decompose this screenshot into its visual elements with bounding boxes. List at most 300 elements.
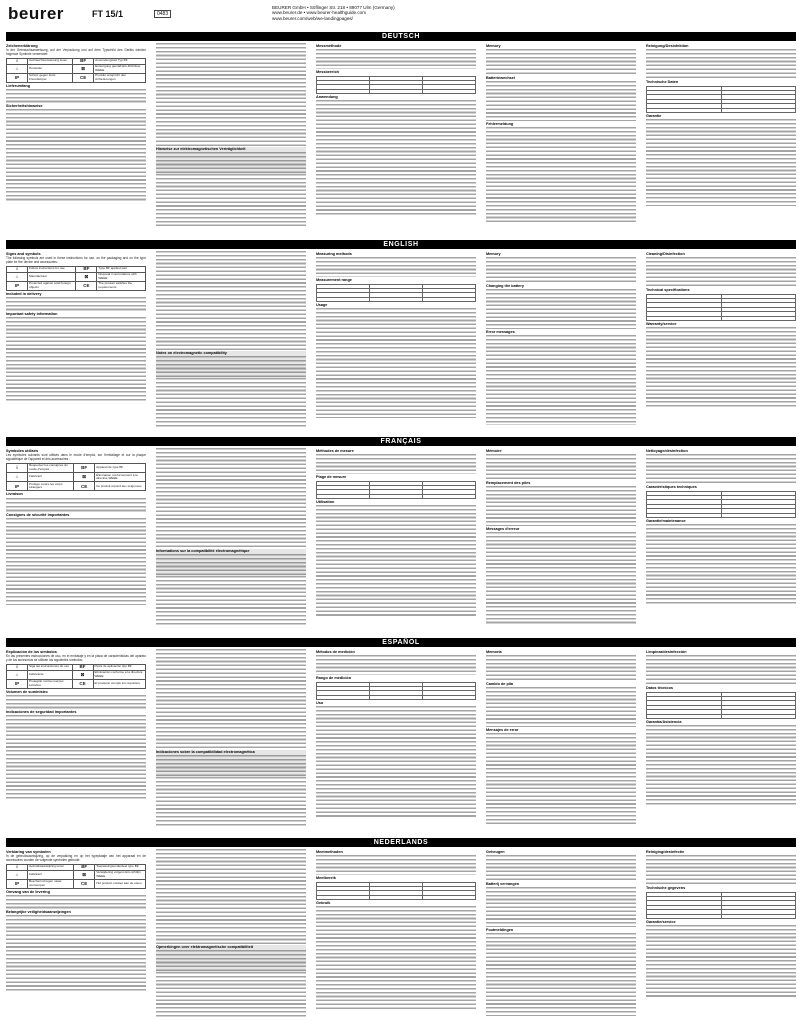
column-safety (156, 649, 306, 830)
subheading: Hinweise zur elektromagnetischen Verträglichkeit (156, 146, 246, 151)
text-lines-texture (646, 655, 796, 685)
symbol-icon: i (7, 664, 28, 670)
subheading: Technical specifications (646, 288, 690, 293)
measurement-row (317, 297, 476, 301)
text-lines-texture (646, 119, 796, 206)
body-text-block (486, 257, 636, 283)
body-text-block (316, 505, 476, 617)
body-text-block (486, 933, 636, 1016)
body-text-block (6, 317, 146, 402)
symbols-table (6, 864, 146, 889)
body-text-block (156, 777, 306, 826)
subheading: Cambio de pila (486, 682, 514, 687)
text-lines-texture (486, 733, 636, 824)
body-text-block (486, 49, 636, 75)
column-technical (646, 251, 796, 431)
text-lines-texture (156, 777, 306, 826)
measurement-table (316, 481, 476, 500)
body-text-block (646, 454, 796, 484)
symbols-row (7, 473, 146, 482)
column-technical (646, 448, 796, 630)
text-lines-texture (156, 849, 306, 944)
text-lines-texture (316, 49, 476, 69)
subheading: Utilisation (316, 500, 335, 505)
measurement-cell (370, 695, 423, 699)
symbol-icon: ⊠ (74, 870, 95, 879)
body-text-block (486, 855, 636, 881)
symbol-label: Follow instructions for use (28, 266, 76, 272)
measurement-row (317, 695, 476, 699)
symbol-label: Verwijdering volgens EG-richtlijn WEEE (95, 870, 146, 879)
body-text-block (316, 655, 476, 675)
body-text-block (316, 855, 476, 875)
symbol-label: Ce produit répond aux exigences (95, 482, 146, 491)
text-lines-texture (316, 505, 476, 617)
subheading: Limpieza/desinfección (646, 650, 687, 654)
symbol-icon: IP (7, 482, 28, 491)
column-measuring (316, 251, 476, 431)
subheading: Usage (316, 303, 328, 308)
subheading: Measuring methods (316, 252, 352, 256)
technical-data-cell (721, 316, 796, 320)
technical-data-row (647, 914, 796, 918)
subheading: Foutmeldingen (486, 928, 514, 933)
text-lines-texture (316, 706, 476, 817)
subheading: Métodos de medición (316, 650, 355, 654)
symbols-row (7, 73, 146, 82)
technical-data-cell (721, 513, 796, 517)
subheading: Opmerkingen over elektromagnetische compatibiliteit (156, 945, 254, 950)
subheading: Gebruik (316, 901, 331, 906)
symbols-row (7, 482, 146, 491)
measurement-cell (370, 895, 423, 899)
body-text-block (486, 335, 636, 425)
subheading: Volumen de suministro (6, 689, 48, 694)
text-lines-texture (316, 655, 476, 675)
subheading: Lieferumfang (6, 83, 31, 88)
text-lines-texture (316, 100, 476, 217)
symbols-row (7, 879, 146, 888)
symbol-label: Respectez les consignes du mode d'emploi (28, 463, 74, 472)
subheading: Informations sur la compatibilité électromagnétique (156, 549, 250, 554)
subheading: Datos técnicos (646, 686, 674, 691)
text-lines-texture (156, 152, 306, 174)
measurement-row (317, 494, 476, 498)
technical-data-cell (647, 316, 722, 320)
leaflet-page (6, 4, 796, 1027)
symbols-heading: Explicación de los símbolos (6, 650, 57, 654)
text-lines-texture (486, 887, 636, 927)
address-line: www.beurer.com/web/we-landingpages/ (272, 15, 353, 21)
measurement-cell (370, 297, 423, 301)
symbol-label: Entsorgung gemäß EG-Richtlinie WEEE (94, 64, 146, 73)
language-bar-deutsch: DEUTSCH (6, 32, 796, 41)
text-lines-texture (646, 925, 796, 998)
symbols-heading: Verklaring van symbolen (6, 850, 51, 854)
column-technical (646, 649, 796, 830)
text-lines-texture (156, 972, 306, 1018)
subheading: Important safety information (6, 311, 58, 316)
subheading: Reinigung/Desinfektion (646, 44, 689, 48)
symbol-icon: ⌂ (7, 272, 28, 281)
subheading: Uso (316, 701, 324, 706)
column-safety (156, 43, 306, 230)
text-lines-texture (156, 378, 306, 427)
symbol-icon: ⊠ (74, 473, 95, 482)
symbols-intro: In de gebruiksaanwijzing, op de verpakking en op het typeplaatje van het apparaat en de accessoires worden de volgende symbolen gebruikt: (6, 854, 146, 862)
symbols-row (7, 272, 146, 281)
body-text-block (646, 257, 796, 287)
text-lines-texture (6, 695, 146, 709)
symbol-label: Fabricante (28, 670, 73, 679)
text-lines-texture (646, 454, 796, 484)
subheading: Reiniging/desinfectie (646, 850, 685, 854)
column-measuring (316, 448, 476, 630)
symbol-label: The product satisfies the requirements (97, 281, 146, 290)
symbols-row (7, 870, 146, 879)
technical-data-table (646, 294, 796, 321)
subheading: Messages d'erreur (486, 527, 520, 532)
symbols-table (6, 664, 146, 689)
text-lines-texture (156, 448, 306, 548)
technical-data-cell (721, 914, 796, 918)
subheading: Batterij vervangen (486, 882, 520, 887)
subheading: Garantie (646, 114, 662, 119)
column-memory (486, 849, 636, 1022)
measurement-cell (423, 89, 476, 93)
column-memory (486, 649, 636, 830)
body-text-block (316, 308, 476, 418)
symbol-label: Siga las instrucciones de uso (28, 664, 73, 670)
subheading: Geheugen (486, 850, 505, 854)
technical-data-cell (647, 108, 722, 112)
text-lines-texture (486, 532, 636, 624)
technical-data-cell (647, 914, 722, 918)
symbol-icon: ⊠ (76, 272, 97, 281)
text-lines-texture (486, 289, 636, 329)
technical-data-cell (721, 714, 796, 718)
measurement-cell (423, 297, 476, 301)
text-lines-texture (6, 297, 146, 311)
subheading: Technische gegevens (646, 886, 686, 891)
symbol-icon: CE (72, 679, 93, 688)
technical-data-row (647, 714, 796, 718)
text-lines-texture (486, 49, 636, 75)
symbols-heading: Signs and symbols (6, 252, 41, 256)
subheading: Warranty/service (646, 322, 677, 327)
symbols-intro: Les symboles suivants sont utilisés dans le mode d'emploi, sur l'emballage et sur la plaque signalétique de l'appareil et des accessoires : (6, 453, 146, 461)
column-memory (486, 448, 636, 630)
body-text-block (486, 486, 636, 526)
subheading: Technische Daten (646, 80, 679, 85)
column-memory (486, 43, 636, 230)
technical-data-table (646, 892, 796, 919)
body-text-block (156, 972, 306, 1018)
address-line: www.beurer.de • www.beurer-healthguide.com (272, 10, 367, 16)
technical-data-table (646, 692, 796, 719)
body-text-block (646, 925, 796, 998)
language-bar-français: FRANÇAIS (6, 437, 796, 446)
symbol-icon: IP (7, 73, 28, 82)
subheading: Batteriewechsel (486, 76, 515, 81)
symbol-label: Gebrauchsanweisung lesen (28, 58, 73, 64)
subheading: Remplacement des piles (486, 481, 531, 486)
symbol-icon: IP (7, 879, 28, 888)
subheading: Nettoyage/désinfection (646, 449, 688, 453)
measurement-cell (317, 297, 370, 301)
measurement-cell (423, 895, 476, 899)
subheading: Livraison (6, 492, 23, 497)
subheading: Garantie/service (646, 920, 676, 925)
text-lines-texture (6, 915, 146, 993)
measurement-table (316, 76, 476, 95)
body-text-block (486, 127, 636, 224)
symbols-heading: Zeichenerklärung (6, 44, 38, 48)
symbol-label: Protected against solid foreign objects (28, 281, 76, 290)
text-lines-texture (646, 49, 796, 79)
body-text-block (6, 498, 146, 512)
text-lines-texture (156, 43, 306, 146)
body-text-block (646, 725, 796, 806)
symbol-label: Protegido contra cuerpos extraños (28, 679, 73, 688)
body-text-block (156, 152, 306, 174)
text-lines-texture (6, 317, 146, 402)
text-lines-texture (156, 649, 306, 749)
symbol-label: Fabrikant (28, 870, 74, 879)
measurement-row (317, 895, 476, 899)
column-symbols (6, 649, 146, 830)
text-lines-texture (6, 89, 146, 103)
measurement-cell (370, 494, 423, 498)
body-text-block (156, 174, 306, 226)
column-symbols (6, 448, 146, 630)
symbols-row (7, 670, 146, 679)
symbol-icon: CE (76, 281, 97, 290)
subheading: Caractéristiques techniques (646, 485, 697, 490)
column-symbols (6, 43, 146, 230)
subheading: Fehlermeldung (486, 122, 514, 127)
body-text-block (156, 356, 306, 378)
address-line: BEURER GmbH • Söflinger Str. 218 • 89077 Ulm (Germany) (272, 5, 395, 10)
body-text-block (646, 524, 796, 606)
symbol-icon: BF (72, 664, 93, 670)
text-lines-texture (316, 308, 476, 418)
measurement-cell (317, 895, 370, 899)
symbols-table (6, 266, 146, 291)
column-technical (646, 849, 796, 1022)
language-bar-español: ESPAÑOL (6, 638, 796, 647)
measurement-row (317, 89, 476, 93)
measurement-cell (423, 494, 476, 498)
subheading: Messbereich (316, 70, 340, 75)
emc-notice-box (156, 945, 306, 972)
text-lines-texture (486, 855, 636, 881)
technical-data-cell (647, 714, 722, 718)
symbol-label: Manufacturer (28, 272, 76, 281)
text-lines-texture (486, 933, 636, 1016)
text-lines-texture (156, 755, 306, 777)
symbols-intro: In der Gebrauchsanweisung, auf der Verpackung und auf dem Typschild des Geräts werden folgende Symbole verwendet: (6, 48, 146, 56)
brand-logo: beurer (8, 4, 64, 23)
text-lines-texture (6, 895, 146, 909)
text-lines-texture (316, 257, 476, 277)
symbols-table (6, 58, 146, 83)
manufacturer-address (272, 5, 452, 21)
body-text-block (156, 755, 306, 777)
body-text-block (156, 849, 306, 944)
subheading: Notes on electromagnetic compatibility (156, 351, 227, 355)
symbols-intro: En las presentes instrucciones de uso, en el embalaje y en la placa de características del aparato y de los accesorios se utilizan los siguientes símbolos: (6, 654, 146, 662)
text-lines-texture (6, 518, 146, 605)
text-lines-texture (486, 257, 636, 283)
text-lines-texture (156, 950, 306, 972)
emc-notice-box (156, 351, 306, 378)
body-text-block (6, 915, 146, 993)
column-memory (486, 251, 636, 431)
document-header (6, 4, 796, 30)
text-lines-texture (156, 251, 306, 350)
symbol-icon: i (7, 266, 28, 272)
text-lines-texture (486, 335, 636, 425)
symbol-label: Type BF applied part (97, 266, 146, 272)
model-number: FT 15/1 (92, 9, 124, 19)
text-lines-texture (156, 554, 306, 576)
body-text-block (646, 855, 796, 885)
subheading: Indicaciones sobre la compatibilidad electromagnética (156, 749, 255, 754)
measurement-cell (317, 89, 370, 93)
symbol-icon: BF (74, 864, 95, 870)
body-text-block (646, 119, 796, 206)
text-lines-texture (156, 174, 306, 226)
column-safety (156, 251, 306, 431)
text-lines-texture (646, 524, 796, 606)
symbol-label: Eliminación conforme a la directiva WEEE (93, 670, 146, 679)
text-lines-texture (6, 715, 146, 801)
symbol-label: Schutz gegen feste Fremdkörper (28, 73, 73, 82)
symbols-table (6, 463, 146, 492)
text-lines-texture (156, 576, 306, 626)
measurement-table (316, 284, 476, 303)
subheading: Sicherheitshinweise (6, 103, 43, 108)
body-text-block (6, 297, 146, 311)
body-text-block (646, 655, 796, 685)
column-measuring (316, 43, 476, 230)
body-text-block (486, 289, 636, 329)
symbol-icon: IP (7, 679, 28, 688)
subheading: Anwendung (316, 95, 338, 100)
symbols-row (7, 679, 146, 688)
symbol-icon: BF (76, 266, 97, 272)
subheading: Mensajes de error (486, 728, 519, 733)
symbols-row (7, 463, 146, 472)
subheading: Measurement range (316, 278, 352, 283)
measurement-table (316, 882, 476, 901)
subheading: Messmethode (316, 44, 342, 48)
column-technical (646, 43, 796, 230)
subheading: Memory (486, 44, 501, 48)
body-text-block (486, 655, 636, 681)
subheading: Omvang van de levering (6, 889, 50, 894)
symbol-label: Beschermd tegen vaste voorwerpen (28, 879, 74, 888)
text-lines-texture (486, 687, 636, 727)
symbol-icon: ⌂ (7, 64, 28, 73)
body-text-block (486, 81, 636, 121)
body-text-block (156, 554, 306, 576)
symbol-label: Pieza de aplicación tipo BF (93, 664, 146, 670)
subheading: Indicaciones de seguridad importantes (6, 709, 77, 714)
column-safety (156, 448, 306, 630)
subheading: Mémoire (486, 449, 502, 453)
symbol-label: Fabricant (28, 473, 74, 482)
symbol-label: Gebruiksaanwijzing lezen (28, 864, 74, 870)
body-text-block (316, 257, 476, 277)
symbol-label: El producto cumple los requisitos (93, 679, 146, 688)
emc-notice-box (156, 549, 306, 576)
body-text-block (486, 733, 636, 824)
symbol-label: Appareil de type BF (95, 463, 146, 472)
subheading: Cleaning/Disinfection (646, 252, 685, 256)
symbols-row (7, 281, 146, 290)
measurement-cell (370, 89, 423, 93)
body-text-block (156, 950, 306, 972)
body-text-block (156, 43, 306, 146)
text-lines-texture (156, 356, 306, 378)
measurement-cell (317, 494, 370, 498)
language-bar-nederlands: NEDERLANDS (6, 838, 796, 847)
subheading: Rango de medición (316, 676, 352, 681)
column-measuring (316, 649, 476, 830)
symbol-icon: BF (73, 58, 94, 64)
symbol-icon: ⌂ (7, 870, 28, 879)
symbols-heading: Symboles utilisés (6, 449, 39, 453)
text-lines-texture (646, 855, 796, 885)
text-lines-texture (646, 725, 796, 806)
symbol-icon: ⌂ (7, 473, 28, 482)
technical-data-row (647, 316, 796, 320)
text-lines-texture (646, 257, 796, 287)
registration-mark: 0483 (154, 10, 171, 18)
subheading: Garantie/maintenance (646, 519, 686, 524)
symbols-intro: The following symbols are used in these instructions for use, on the packaging and on the type plate for the device and accessories: (6, 256, 146, 264)
subheading: Belangrijke veiligheidsaanwijzingen (6, 909, 71, 914)
technical-data-cell (721, 108, 796, 112)
subheading: Error messages (486, 330, 515, 335)
body-text-block (486, 687, 636, 727)
technical-data-table (646, 86, 796, 113)
column-symbols (6, 849, 146, 1022)
subheading: Plage de mesure (316, 475, 347, 480)
text-lines-texture (6, 498, 146, 512)
text-lines-texture (6, 109, 146, 201)
body-text-block (156, 378, 306, 427)
technical-data-row (647, 108, 796, 112)
column-measuring (316, 849, 476, 1022)
symbol-label: Het product voldoet aan de eisen (95, 879, 146, 888)
technical-data-table (646, 491, 796, 518)
symbol-label: Toepassingsonderdeel type BF (95, 864, 146, 870)
symbol-icon: ⊠ (73, 64, 94, 73)
body-text-block (156, 448, 306, 548)
symbol-icon: ⊠ (72, 670, 93, 679)
text-lines-texture (486, 81, 636, 121)
technical-data-row (647, 513, 796, 517)
text-lines-texture (486, 655, 636, 681)
symbol-label: Produkt entspricht den Anforderungen (94, 73, 146, 82)
symbol-icon: i (7, 864, 28, 870)
symbol-icon: ⌂ (7, 670, 28, 679)
symbol-label: Disposal in accordance with WEEE (97, 272, 146, 281)
language-bar-english: ENGLISH (6, 240, 796, 249)
